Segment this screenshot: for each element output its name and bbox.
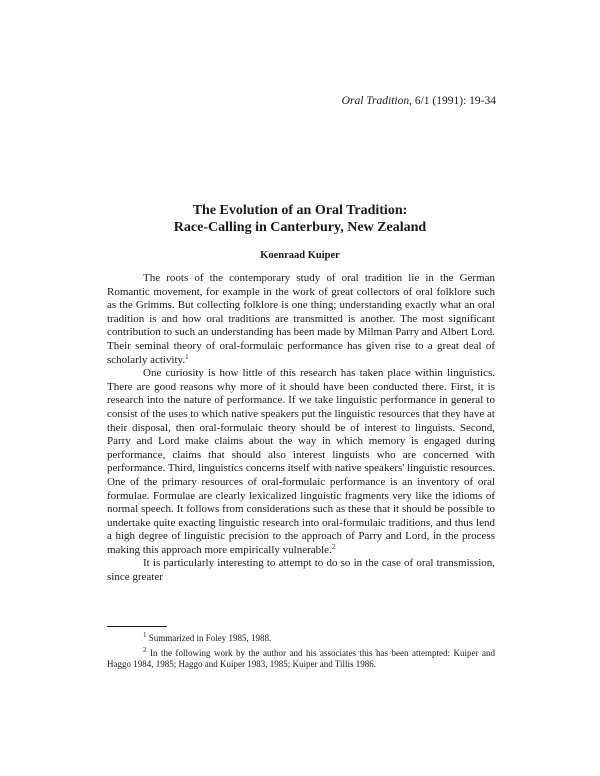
footnote-number: 1: [143, 631, 147, 639]
journal-citation: , 6/1 (1991): 19-34: [409, 95, 496, 107]
footnote-number: 2: [143, 645, 147, 654]
footnote-ref[interactable]: 2: [331, 542, 336, 551]
author-name: Koenraad Kuiper: [260, 250, 340, 261]
footnote-divider: [107, 626, 167, 627]
paragraph: It is particularly interesting to attempt to do so in the case of oral transmission, since greater: [107, 557, 495, 584]
footnote-text: Summarized in Foley 1985, 1988.: [148, 633, 272, 643]
title-line-1: The Evolution of an Oral Tradition:: [192, 203, 408, 218]
title-line-2: Race-Calling in Canterbury, New Zealand: [173, 220, 427, 235]
paragraph: One curiosity is how little of this research has taken place within linguistics. There are good reasons why more of it should have been conducted there. First, it is research into the nature of performance. If we take linguistic performance in general to consist of the uses to which native speakers put the linguistic resources that they have at their disposal, then oral-formulaic theory should be of interest to linguists. Second, Parry and Lord make claims about the way in which memory is engaged during performance, claims that should also interest linguists who are concerned with performance. Third, linguistics concerns itself with native speakers' linguistic resources. One of the primary resources of oral-formulaic performance is an inventory of oral formulae. Formulae are clearly lexicalized linguistic fragments very like the idioms of normal speech. It follows from considerations such as these that it should be possible to undertake quite exacting linguistic research into oral-formulaic traditions, and thus lend a high degree of linguistic precision to the approach of Parry and Lord, in the process making this approach more empirically vulnerable.$^2$: [107, 367, 495, 556]
footnotes: [107, 633, 495, 674]
article-title: [100, 202, 500, 236]
journal-name: Oral Tradition: [341, 95, 410, 107]
running-head: [342, 95, 496, 107]
body-text: [107, 272, 495, 585]
footnote: [107, 633, 495, 645]
footnote-text: In the following work by the author and his associates this has been attempted: Kuiper and Haggo 1984, 1985; Haggo and Kuiper 1983, 1985; Kuiper and Tillis 1986.: [107, 647, 496, 669]
footnote: [107, 645, 496, 671]
footnote-ref[interactable]: 1: [185, 352, 189, 361]
paragraph: The roots of the contemporary study of oral tradition lie in the German Romantic movement, for example in the work of great collectors of oral folklore such as the Grimms. But collecting folklore is one thing; understanding exactly what an oral tradition is and how oral traditions are transmitted is another. The most significant contribution to such an understanding has been made by Milman Parry and Albert Lord. Their seminal theory of oral-formulaic performance has given rise to a great deal of scholarly activity.$^1$: [107, 272, 495, 366]
